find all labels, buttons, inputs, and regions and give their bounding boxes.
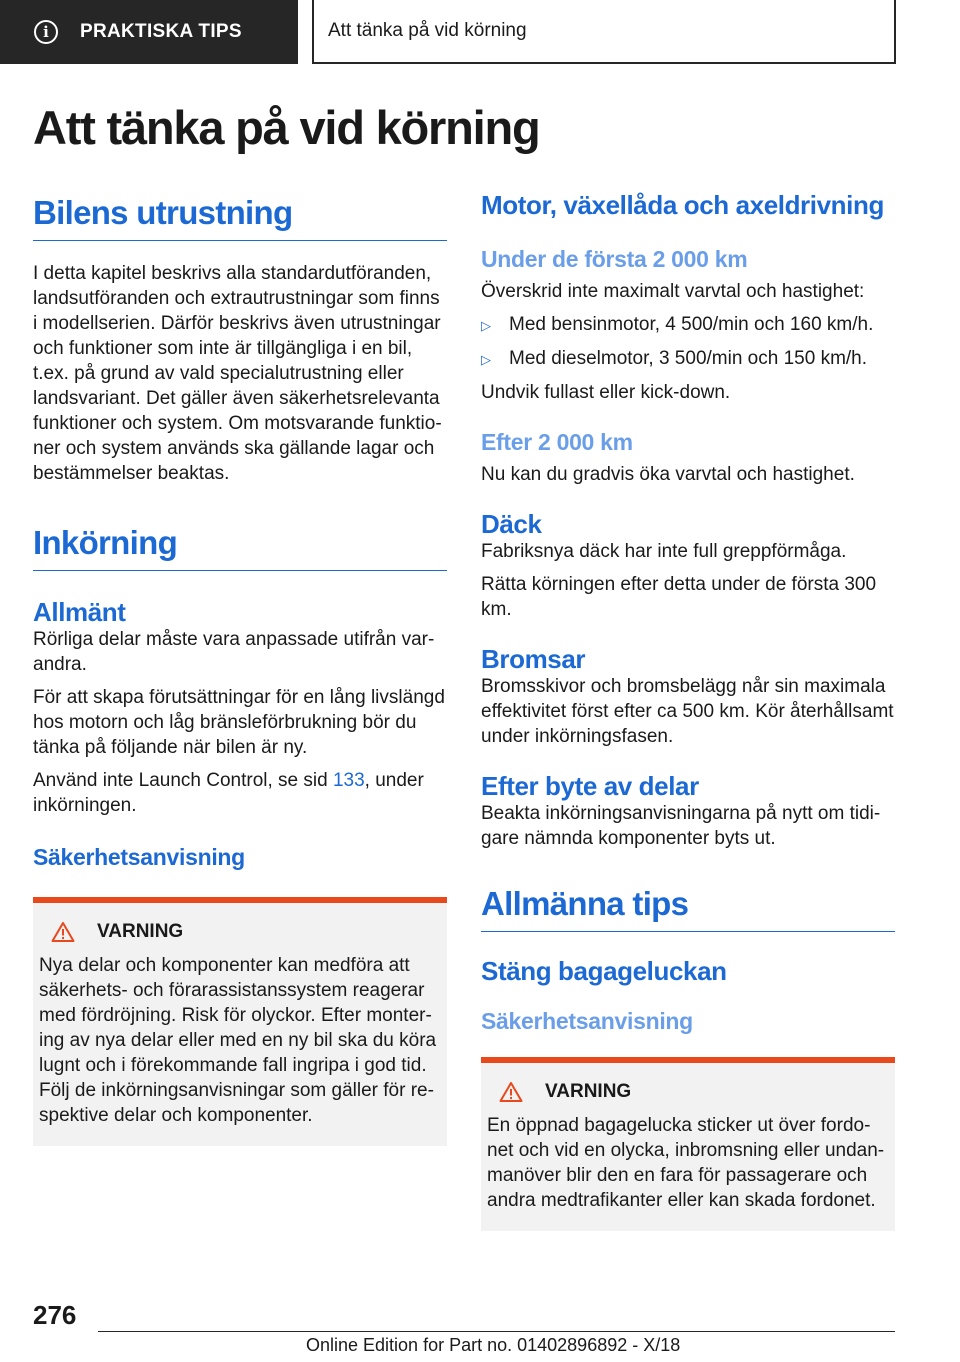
page-reference-link[interactable]: 133 [332, 770, 365, 791]
bromsar-text: Bromsskivor och bromsbelägg når sin maximala effektivitet först efter ca 500 km. Kör återhållsamt under inkörningsfasen. [481, 676, 894, 747]
header-section-title: Att tänka på vid körning [312, 0, 896, 64]
warning-triangle-icon [51, 921, 75, 943]
heading-forsta-2000: Under de första 2 000 km [481, 246, 748, 272]
heading-allmanna-tips: Allmänna tips [481, 885, 895, 932]
heading-motor: Motor, växellåda och axeldrivning [481, 190, 884, 220]
heading-stang-bagageluckan: Stäng bagageluckan [481, 956, 727, 986]
warning-text: En öppnad bagagelucka sticker ut över fordonet och vid en olycka, inbromsning eller undanmanöver blir den en fara för passagerare och andra medtrafikanter eller kan skada fordonet. [487, 1115, 885, 1211]
heading-sakerhetsanvisning: Säkerhetsanvisning [33, 844, 245, 870]
warning-label: VARNING [545, 1081, 632, 1102]
header-category-tab [0, 0, 298, 64]
heading-dack: Däck [481, 509, 542, 539]
heading-efter-2000: Efter 2 000 km [481, 429, 633, 455]
bullet-item: ▷ Med dieselmotor, 3 500/min och 150 km/h. [481, 346, 895, 372]
page-number: 276 [33, 1300, 77, 1330]
warning-triangle-icon [499, 1081, 523, 1103]
heading-sakerhetsanvisning-2: Säkerhetsanvisning [481, 1008, 693, 1034]
category-label: PRAKTISKA TIPS [80, 21, 242, 42]
heading-efter-byte: Efter byte av delar [481, 771, 699, 801]
heading-inkorning: Inkörning [33, 524, 447, 571]
warning-label: VARNING [97, 921, 184, 942]
allmant-text-3: Använd inte Launch Control, se sid 133, under inkörningen. [33, 770, 424, 816]
heading-bromsar: Bromsar [481, 644, 586, 674]
warning-text: Nya delar och komponenter kan medföra att säkerhets- och förarassistanssystem reagerar med fördröjning. Risk för olyckor. Efter montering av nya delar eller med en ny bil ska du köra lugnt och i förekommande fall ingripa i god tid. Följ de inkörningsanvisningar som gäller för respektive delar och komponenter. [39, 955, 437, 1126]
right-column [481, 190, 895, 1231]
efter-byte-text: Beakta inkörningsanvisningarna på nytt om tidigare nämnda komponenter byts ut. [481, 803, 881, 849]
dack-text-1: Fabriksnya däck har inte full greppförmåga. [481, 541, 847, 562]
heading-allmant: Allmänt [33, 597, 126, 627]
warning-box [33, 897, 447, 1146]
left-column [33, 190, 447, 1146]
info-icon: i [34, 20, 58, 44]
dack-text-2: Rätta körningen efter detta under de första 300 km. [481, 574, 877, 620]
allmant-text-1: Rörliga delar måste vara anpassade utifrån varandra. [33, 629, 435, 675]
triangle-bullet-icon: ▷ [481, 318, 491, 333]
efter-2000-text: Nu kan du gradvis öka varvtal och hastighet. [481, 464, 855, 485]
footer-divider [98, 1331, 895, 1332]
bilens-utrustning-text: I detta kapitel beskrivs alla standardutföranden, landsutföranden och extrautrustningar som finns i modellserien. Därför beskrivs även utrustningar och funktioner som inte är tillgängliga i en bil, t.ex. på grund av vald specialutrustning eller landsvariant. Det gäller även säkerhetsrelevanta funktioner och system. Om motsvarande funktioner och system används ska gällande lagar och bestämmelser beaktas. [33, 263, 442, 484]
triangle-bullet-icon: ▷ [481, 352, 491, 367]
footer-edition-text: Online Edition for Part no. 01402896892 - X/18 [306, 1335, 681, 1355]
bullet-item: ▷ Med bensinmotor, 4 500/min och 160 km/h. [481, 312, 895, 338]
kickdown-text: Undvik fullast eller kick-down. [481, 382, 731, 403]
heading-bilens-utrustning: Bilens utrustning [33, 194, 447, 241]
allmant-text-2: För att skapa förutsättningar för en lång livslängd hos motorn och låg bränsleförbrukning bör du tänka på följande när bilen är ny. [33, 687, 445, 758]
page-title: Att tänka på vid körning [33, 101, 540, 154]
forsta-2000-text: Överskrid inte maximalt varvtal och hastighet: [481, 281, 865, 302]
warning-box-bagage [481, 1057, 895, 1231]
